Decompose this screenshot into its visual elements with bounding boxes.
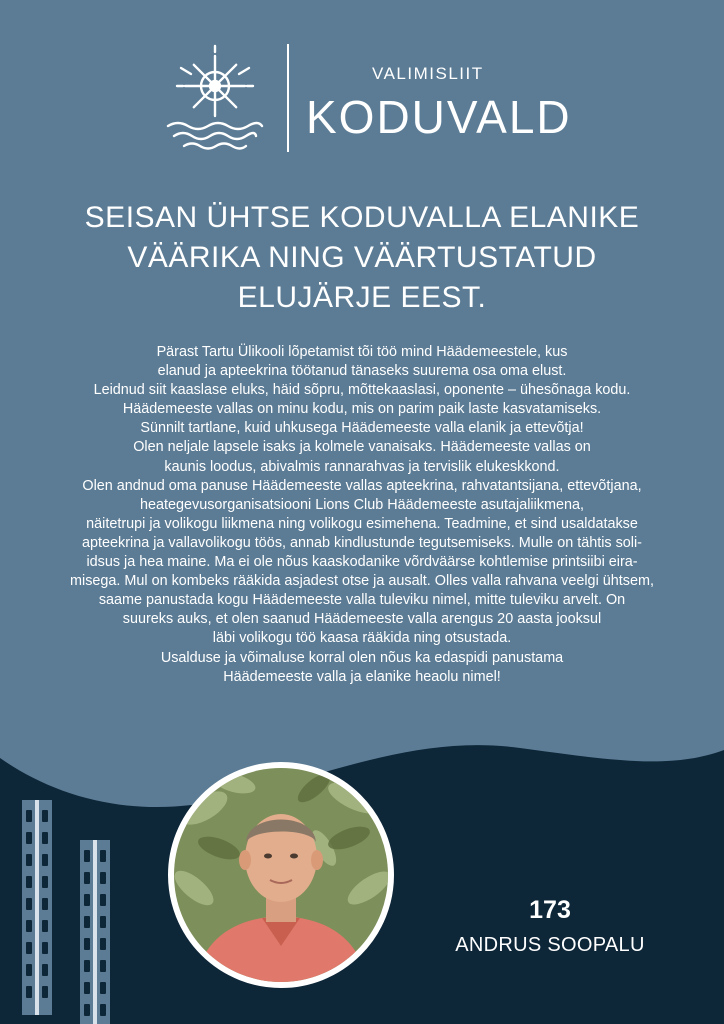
statement-line: saame panustada kogu Häädemeeste valla tuleviku nimel, mitte tuleviku arvelt. On	[98, 592, 626, 609]
candidate-statement	[40, 343, 684, 687]
headline-line: ELUJÄRJE EEST.	[237, 281, 487, 314]
statement-line: Pärast Tartu Ülikooli lõpetamist tõi töö mind Häädemeestele, kus	[156, 344, 568, 360]
statement-line: apteekrina ja vallavolikogu töös, annab kindlustunde tegutsemiseks. Mulle on tähtis soli-	[82, 534, 642, 551]
statement-line: Häädemeeste valla ja elanike heaolu nimel!	[223, 668, 501, 685]
statement-line: Häädemeeste vallas on minu kodu, mis on parim paik laste kasvatamiseks.	[122, 401, 602, 418]
statement-line: näitetrupi ja volikogu liikmena ning volikogu esimehena. Teadmine, et sind usaldatakse	[86, 515, 638, 532]
statement-line: elanud ja apteekrina töötanud tänaseks suurema osa oma elust.	[157, 363, 567, 380]
statement-line: Sünnilt tartlane, kuid uhkusega Häädemeeste valla elanik ja ettevõtja!	[140, 420, 584, 437]
statement-line: idsus ja hea maine. Ma ei ole nõus kaaskodanike võrdväärse kohtlemise printsiibi eira-	[86, 554, 638, 571]
logo-subtitle: VALIMISLIIT	[372, 64, 484, 83]
statement-line: misega. Mul on kombeks rääkida asjadest otse ja ausalt. Olles valla rahvana veelgi ühtsem,	[70, 573, 654, 590]
statement-line: Leidnud siit kaaslase eluks, häid sõpru, mõttekaaslasi, oponente – ühesõnaga kodu.	[93, 382, 631, 399]
headline	[60, 198, 664, 318]
candidate-portrait	[168, 762, 394, 988]
statement-line: Usalduse ja võimaluse korral olen nõus ka edaspidi panustama	[160, 649, 564, 666]
statement-line: heategevusorganisatsiooni Lions Club Häädemeeste asutajaliikmena,	[140, 496, 584, 513]
ship-wheel-waves-icon	[160, 42, 270, 158]
logo-divider	[287, 44, 289, 152]
headline-line: VÄÄRIKA NING VÄÄRTUSTATUD	[127, 241, 597, 274]
statement-line: läbi volikogu töö kaasa rääkida ning otsustada.	[212, 630, 512, 647]
statement-line: Olen andnud oma panuse Häädemeeste vallas apteekrina, rahvatantsijana, ettevõtjana,	[82, 477, 642, 494]
logo-title: KODUVALD	[306, 91, 572, 143]
statement-line: suureks auks, et olen saanud Häädemeeste valla arengus 20 aasta jooksul	[122, 611, 602, 628]
headline-line: SEISAN ÜHTSE KODUVALLA ELANIKE	[84, 201, 640, 234]
logo	[160, 42, 580, 158]
candidate-number: 173	[529, 896, 571, 924]
statement-line: kaunis loodus, abivalmis rannarahvas ja tervislik elukeskkond.	[164, 458, 560, 475]
statement-line: Olen neljale lapsele isaks ja kolmele vanaisaks. Häädemeeste vallas on	[133, 439, 591, 456]
candidate-name: ANDRUS SOOPALU	[455, 934, 645, 956]
